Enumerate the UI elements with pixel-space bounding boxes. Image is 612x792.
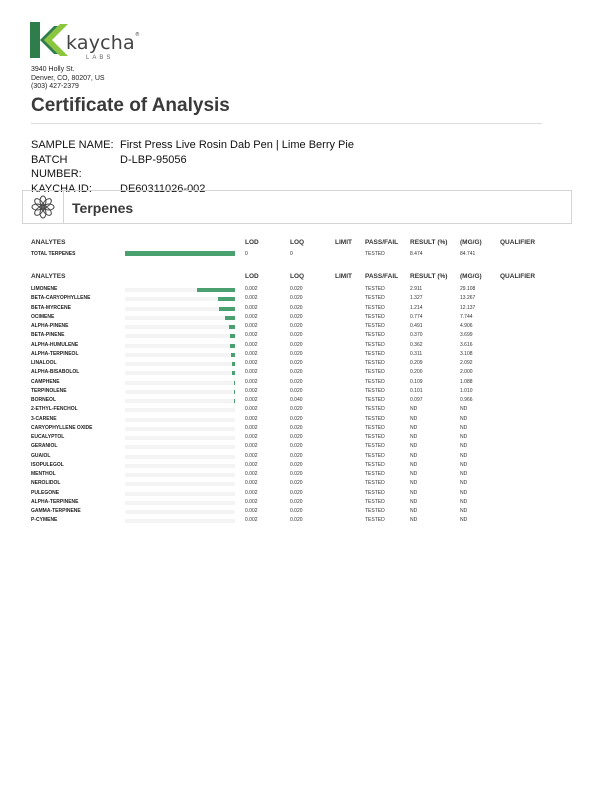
- status-value: TESTED: [365, 360, 385, 366]
- table-row: [31, 471, 561, 480]
- status-value: TESTED: [365, 332, 385, 339]
- result-bar-track: [125, 381, 235, 385]
- result-value: ND: [410, 517, 418, 524]
- table-row: [31, 406, 561, 415]
- loq-value: 0.020: [290, 452, 303, 459]
- result-bar: [225, 316, 235, 320]
- result-value: 0.311: [410, 350, 423, 357]
- status-value: TESTED: [365, 251, 385, 257]
- table-row: [31, 323, 561, 332]
- mg-g-value: 3.616: [460, 341, 473, 348]
- analyte-name: BETA-MYRCENE: [31, 304, 71, 311]
- loq-value: 0.020: [290, 415, 303, 422]
- mg-g-value: 29.108: [460, 286, 476, 292]
- analyte-name: ALPHA-TERPINENE: [31, 498, 79, 505]
- result-value: 0.491: [410, 323, 423, 329]
- status-value: TESTED: [365, 387, 385, 394]
- result-value: ND: [410, 471, 418, 477]
- mg-g-value: ND: [460, 489, 468, 496]
- lod-value: 0.002: [245, 508, 258, 514]
- analyte-name: PULEGONE: [31, 489, 60, 496]
- result-value: 1.327: [410, 295, 423, 302]
- lab-phone: (303) 427-2379: [31, 83, 79, 90]
- analyte-name: 3-CARENE: [31, 415, 57, 422]
- table-row: [31, 342, 561, 351]
- mg-g-value: ND: [460, 498, 468, 505]
- status-value: TESTED: [365, 286, 385, 292]
- analyte-name: ALPHA-TERPINEOL: [31, 350, 79, 357]
- total-terpenes-table: [31, 239, 561, 260]
- status-value: TESTED: [365, 452, 385, 459]
- status-value: TESTED: [365, 295, 385, 302]
- result-value: ND: [410, 480, 418, 487]
- result-bar: [231, 353, 235, 357]
- status-value: TESTED: [365, 378, 385, 385]
- mg-g-value: 12.137: [460, 304, 476, 311]
- result-bar-track: [125, 353, 235, 357]
- result-value: 0.370: [410, 332, 423, 339]
- result-bar-track: [125, 519, 235, 523]
- lod-value: 0.002: [245, 443, 258, 450]
- analyte-name: TERPINOLENE: [31, 387, 67, 394]
- table-row: [31, 314, 561, 323]
- lod-value: 0.002: [245, 304, 258, 311]
- col-mg-g: (MG/G): [460, 239, 482, 246]
- table-row: [31, 517, 561, 526]
- result-bar-track: [125, 510, 235, 514]
- status-value: TESTED: [365, 489, 385, 496]
- status-value: TESTED: [365, 471, 385, 477]
- table-row: [31, 351, 561, 360]
- lod-value: 0.002: [245, 498, 258, 505]
- mg-g-value: 2.000: [460, 369, 473, 376]
- lod-value: 0.002: [245, 323, 258, 329]
- lod-value: 0.002: [245, 387, 258, 394]
- result-bar: [234, 399, 235, 403]
- result-bar-track: [125, 316, 235, 320]
- lod-value: 0.002: [245, 424, 258, 431]
- mg-g-value: 0.966: [460, 397, 473, 403]
- kaycha-id-label: KAYCHA ID:: [31, 182, 92, 195]
- mg-g-value: 2.092: [460, 360, 473, 366]
- result-bar-track: [125, 297, 235, 301]
- lod-value: 0.002: [245, 360, 258, 366]
- loq-value: 0.020: [290, 369, 303, 376]
- status-value: TESTED: [365, 461, 385, 468]
- lod-value: 0.002: [245, 341, 258, 348]
- col-result-pct: RESULT (%): [410, 273, 448, 280]
- status-value: TESTED: [365, 508, 385, 514]
- table-row: [31, 360, 561, 369]
- col-result-pct: RESULT (%): [410, 239, 448, 246]
- result-value: 0.101: [410, 387, 423, 394]
- address-line-1: 3940 Holly St.: [31, 66, 75, 73]
- result-bar-track: [125, 325, 235, 329]
- result-bar-track: [125, 436, 235, 440]
- analyte-name: GAMMA-TERPINENE: [31, 508, 81, 514]
- result-value: 2.911: [410, 286, 423, 292]
- result-bar: [218, 297, 235, 301]
- result-bar-track: [125, 473, 235, 477]
- lod-value: 0.002: [245, 461, 258, 468]
- result-bar: [230, 344, 235, 348]
- result-bar-track: [125, 455, 235, 459]
- analyte-name: BETA-CARYOPHYLLENE: [31, 295, 91, 302]
- mg-g-value: ND: [460, 434, 468, 440]
- table-row: [31, 490, 561, 499]
- mg-g-value: 4.906: [460, 323, 473, 329]
- analyte-name: OCIMENE: [31, 313, 55, 320]
- lod-value: 0.002: [245, 489, 258, 496]
- col-loq: LOQ: [290, 273, 305, 280]
- result-value: 8.474: [410, 251, 423, 257]
- mg-g-value: 3.699: [460, 332, 473, 339]
- analyte-name: EUCALYPTOL: [31, 434, 65, 440]
- result-bar: [197, 288, 235, 292]
- col-pass-fail: PASS/FAIL: [365, 273, 399, 280]
- lod-value: 0.002: [245, 378, 258, 385]
- result-bar: [234, 381, 235, 385]
- loq-value: 0.020: [290, 434, 303, 440]
- analyte-name: ISOPULEGOL: [31, 461, 64, 468]
- status-value: TESTED: [365, 304, 385, 311]
- lod-value: 0.002: [245, 517, 258, 524]
- result-bar-track: [125, 344, 235, 348]
- lod-value: 0.002: [245, 406, 258, 413]
- analyte-name: MENTHOL: [31, 471, 56, 477]
- lod-value: 0.002: [245, 295, 258, 302]
- analyte-name: NEROLIDOL: [31, 480, 61, 487]
- analyte-name: LIMONENE: [31, 286, 58, 292]
- col-limit: LIMIT: [335, 239, 352, 246]
- result-bar-track: [125, 427, 235, 431]
- col-qualifier: QUALIFIER: [500, 273, 536, 280]
- result-value: ND: [410, 508, 418, 514]
- col-analytes: ANALYTES: [31, 239, 66, 246]
- table-row: [31, 397, 561, 406]
- result-bar: [219, 307, 235, 311]
- logo-wordmark: kaycha®: [66, 32, 141, 54]
- result-bar: [232, 362, 235, 366]
- loq-value: 0.020: [290, 461, 303, 468]
- table-header: [31, 273, 561, 283]
- lod-value: 0.002: [245, 286, 258, 292]
- loq-value: 0.040: [290, 397, 303, 403]
- result-value: ND: [410, 434, 418, 440]
- mg-g-value: 7.744: [460, 313, 473, 320]
- lab-address: [31, 66, 105, 92]
- loq-value: 0.020: [290, 360, 303, 366]
- result-value: ND: [410, 415, 418, 422]
- lod-value: 0.002: [245, 332, 258, 339]
- section-title: Terpenes: [72, 200, 134, 216]
- title-divider: [31, 123, 542, 124]
- status-value: TESTED: [365, 517, 385, 524]
- status-value: TESTED: [365, 350, 385, 357]
- analyte-name: ALPHA-HUMULENE: [31, 341, 79, 348]
- logo-subtitle: LABS: [86, 55, 114, 61]
- result-bar-track: [125, 334, 235, 338]
- loq-value: 0.020: [290, 443, 303, 450]
- status-value: TESTED: [365, 313, 385, 320]
- mg-g-value: ND: [460, 415, 468, 422]
- result-bar-track: [125, 464, 235, 468]
- result-bar: [125, 251, 235, 256]
- analyte-name: GERANIOL: [31, 443, 58, 450]
- lod-value: 0.002: [245, 434, 258, 440]
- mg-g-value: 3.108: [460, 350, 473, 357]
- result-value: ND: [410, 406, 418, 413]
- loq-value: 0.020: [290, 498, 303, 505]
- mg-g-value: 84.741: [460, 251, 476, 257]
- result-bar-track: [125, 408, 235, 412]
- loq-value: 0.020: [290, 295, 303, 302]
- status-value: TESTED: [365, 369, 385, 376]
- status-value: TESTED: [365, 480, 385, 487]
- analyte-name: CARYOPHYLLENE OXIDE: [31, 424, 93, 431]
- mg-g-value: ND: [460, 452, 468, 459]
- analyte-name: ALPHA-BISABOLOL: [31, 369, 80, 376]
- status-value: TESTED: [365, 406, 385, 413]
- mg-g-value: 13.267: [460, 295, 476, 302]
- analyte-name: GUAIOL: [31, 452, 51, 459]
- batch-number-label: BATCH NUMBER:: [31, 153, 82, 180]
- result-bar-track: [125, 482, 235, 486]
- col-pass-fail: PASS/FAIL: [365, 239, 399, 246]
- result-bar: [232, 371, 235, 375]
- col-analytes: ANALYTES: [31, 273, 66, 280]
- status-value: TESTED: [365, 424, 385, 431]
- result-bar-track: [125, 371, 235, 375]
- sample-name-value: First Press Live Rosin Dab Pen | Lime Berry Pie: [120, 139, 354, 151]
- analyte-name: ALPHA-PINENE: [31, 323, 69, 329]
- status-value: TESTED: [365, 341, 385, 348]
- result-bar: [229, 325, 235, 329]
- analyte-name: P-CYMENE: [31, 517, 58, 524]
- mg-g-value: ND: [460, 424, 468, 431]
- table-row: [31, 462, 561, 471]
- loq-value: 0.020: [290, 341, 303, 348]
- col-limit: LIMIT: [335, 273, 352, 280]
- result-value: ND: [410, 424, 418, 431]
- result-value: 1.214: [410, 304, 423, 311]
- result-value: 0.209: [410, 360, 423, 366]
- page-title: Certificate of Analysis: [31, 95, 230, 116]
- status-value: TESTED: [365, 323, 385, 329]
- loq-value: 0.020: [290, 286, 303, 292]
- result-value: 0.362: [410, 341, 423, 348]
- table-row: [31, 499, 561, 508]
- col-mg-g: (MG/G): [460, 273, 482, 280]
- loq-value: 0.020: [290, 387, 303, 394]
- table-row: [31, 286, 561, 295]
- result-value: 0.200: [410, 369, 423, 376]
- loq-value: 0.020: [290, 471, 303, 477]
- lod-value: 0.002: [245, 452, 258, 459]
- result-bar-track: [125, 399, 235, 403]
- lod-value: 0.002: [245, 313, 258, 320]
- lod-value: 0.002: [245, 350, 258, 357]
- table-row: [31, 453, 561, 462]
- table-row: [31, 388, 561, 397]
- result-bar-track: [125, 418, 235, 422]
- result-bar: [230, 334, 235, 338]
- result-bar-track: [125, 251, 235, 256]
- table-row: [31, 295, 561, 304]
- loq-value: 0.020: [290, 508, 303, 514]
- mg-g-value: ND: [460, 508, 468, 514]
- lod-value: 0.002: [245, 415, 258, 422]
- lod-value: 0.002: [245, 397, 258, 403]
- status-value: TESTED: [365, 415, 385, 422]
- mg-g-value: ND: [460, 471, 468, 477]
- loq-value: 0.020: [290, 489, 303, 496]
- table-row: [31, 443, 561, 452]
- loq-value: 0.020: [290, 424, 303, 431]
- mg-g-value: 1.010: [460, 387, 473, 394]
- result-value: 0.097: [410, 397, 423, 403]
- table-row: [31, 434, 561, 443]
- analyte-name: BETA-PINENE: [31, 332, 65, 339]
- result-value: ND: [410, 452, 418, 459]
- table-row: [31, 369, 561, 378]
- result-value: ND: [410, 461, 418, 468]
- table-row: [31, 379, 561, 388]
- loq-value: 0.020: [290, 378, 303, 385]
- result-value: ND: [410, 498, 418, 505]
- result-value: 0.774: [410, 313, 423, 320]
- status-value: TESTED: [365, 434, 385, 440]
- status-value: TESTED: [365, 498, 385, 505]
- mg-g-value: 1.088: [460, 378, 473, 385]
- lod-value: 0: [245, 251, 248, 257]
- analyte-name: CAMPHENE: [31, 378, 60, 385]
- col-lod: LOD: [245, 239, 259, 246]
- table-row: [31, 305, 561, 314]
- col-lod: LOD: [245, 273, 259, 280]
- mg-g-value: ND: [460, 517, 468, 524]
- lod-value: 0.002: [245, 480, 258, 487]
- analyte-name: 2-ETHYL-FENCHOL: [31, 406, 78, 413]
- result-value: ND: [410, 489, 418, 496]
- loq-value: 0.020: [290, 350, 303, 357]
- result-bar-track: [125, 307, 235, 311]
- loq-value: 0.020: [290, 517, 303, 524]
- result-value: 0.109: [410, 378, 423, 385]
- result-bar-track: [125, 492, 235, 496]
- result-bar-track: [125, 445, 235, 449]
- address-line-2: Denver, CO, 80207, US: [31, 74, 105, 82]
- table-row: [31, 425, 561, 434]
- lod-value: 0.002: [245, 471, 258, 477]
- result-bar-track: [125, 501, 235, 505]
- mg-g-value: ND: [460, 480, 468, 487]
- table-row: [31, 332, 561, 341]
- table-header: [31, 239, 561, 249]
- table-row: [31, 416, 561, 425]
- status-value: TESTED: [365, 443, 385, 450]
- kaycha-id-value: DE60311026-002: [120, 182, 206, 195]
- terpenes-table: [31, 273, 561, 527]
- terpene-rows: [31, 286, 561, 527]
- mg-g-value: ND: [460, 406, 468, 413]
- result-bar-track: [125, 362, 235, 366]
- loq-value: 0: [290, 251, 293, 257]
- batch-number-value: D-LBP-95056: [120, 153, 187, 166]
- loq-value: 0.020: [290, 304, 303, 311]
- section-icon-box: [23, 191, 64, 223]
- table-row: [31, 480, 561, 489]
- sample-info: [31, 138, 354, 196]
- loq-value: 0.020: [290, 332, 303, 339]
- analyte-name: BORNEOL: [31, 397, 56, 403]
- loq-value: 0.020: [290, 480, 303, 487]
- loq-value: 0.020: [290, 323, 303, 329]
- result-bar: [234, 390, 235, 394]
- lod-value: 0.002: [245, 369, 258, 376]
- loq-value: 0.020: [290, 406, 303, 413]
- analyte-name: LINALOOL: [31, 360, 57, 366]
- status-value: TESTED: [365, 397, 385, 403]
- loq-value: 0.020: [290, 313, 303, 320]
- flower-icon: [23, 191, 63, 223]
- mg-g-value: ND: [460, 443, 468, 450]
- analyte-name: TOTAL TERPENES: [31, 251, 76, 257]
- table-row: [31, 251, 561, 260]
- result-bar-track: [125, 390, 235, 394]
- result-bar-track: [125, 288, 235, 292]
- mg-g-value: ND: [460, 461, 468, 468]
- result-value: ND: [410, 443, 418, 450]
- col-qualifier: QUALIFIER: [500, 239, 536, 246]
- sample-name-label: SAMPLE NAME:: [31, 139, 114, 151]
- col-loq: LOQ: [290, 239, 305, 246]
- section-header: [22, 190, 572, 224]
- table-row: [31, 508, 561, 517]
